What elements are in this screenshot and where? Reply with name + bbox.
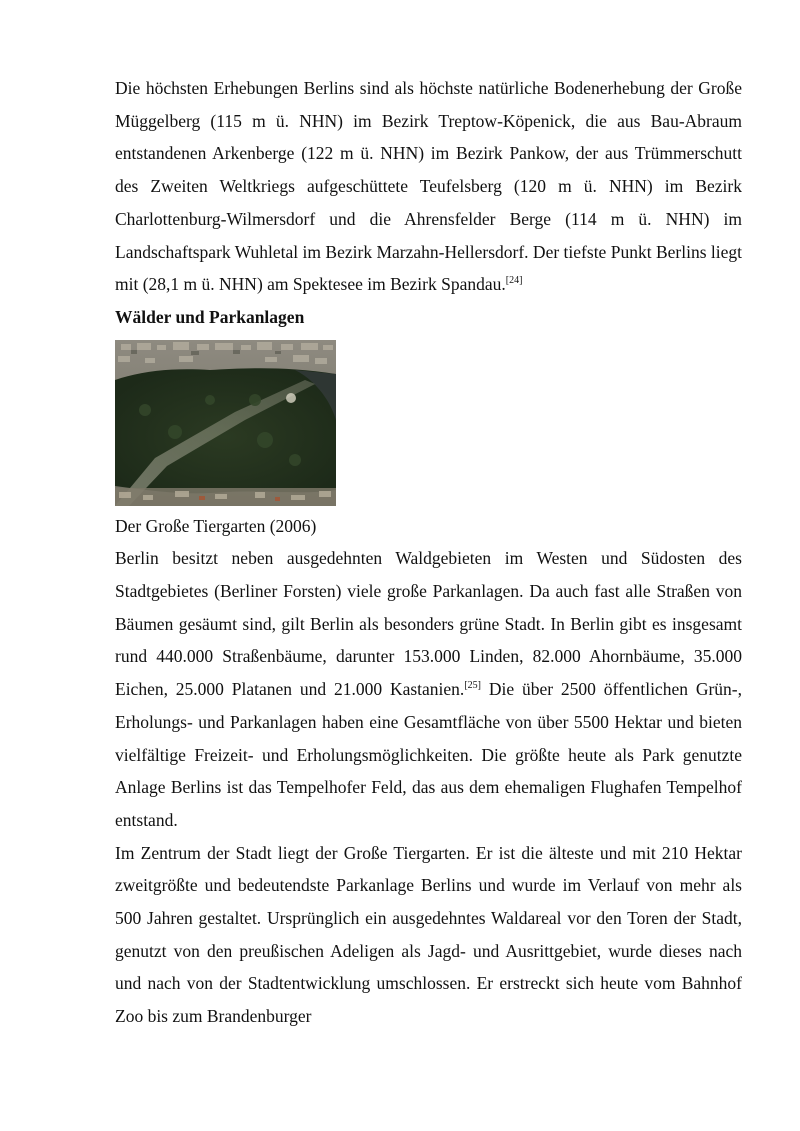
image-caption: Der Große Tiergarten (2006) bbox=[115, 515, 317, 536]
paragraph-elevations bbox=[115, 72, 742, 301]
tiergarten-aerial-photo bbox=[115, 340, 336, 506]
footnote-ref-25[interactable]: [25] bbox=[464, 680, 481, 692]
paragraph-tiergarten: Im Zentrum der Stadt liegt der Große Tiergarten. Er ist die älteste und mit 210 Hektar zweitgrößte und bedeutendste Parkanlage Berlins und wurde im Verlauf von mehr als 500 Jahren gestaltet. Ursprünglich ein ausgedehntes Waldareal vor den Toren der Stadt, genutzt von den preußischen Adeligen als Jagd- und Ausrittgebiet, wurde dieses nach und nach von der Stadtentwicklung umschlossen. Er erstreckt sich heute vom Bahnhof Zoo bis zum Brandenburger bbox=[115, 842, 742, 1027]
paragraph-forests bbox=[115, 542, 742, 836]
document-page bbox=[115, 72, 742, 1033]
footnote-ref-24[interactable]: [24] bbox=[505, 275, 523, 287]
section-heading: Wälder und Parkanlagen bbox=[115, 306, 305, 327]
paragraph-elevations-text: Die höchsten Erhebungen Berlins sind als höchste natürliche Bodenerhebung der Große Müggelberg (115 m ü. NHN) im Bezirk Treptow-Köpenick, die aus Bau-Abraum entstandenen Arkenberge (122 m ü. NHN) im Bezirk Pankow, der aus Trümmerschutt des Zweiten Weltkriegs aufgeschüttete Teufelsberg (120 m ü. NHN) im Bezirk Charlottenburg-Wilmersdorf und die Ahrensfelder Berge (114 m ü. NHN) im Landschaftspark Wuhletal im Bezirk Marzahn-Hellersdorf. Der tiefste Punkt Berlins liegt mit (28,1 m ü. NHN) am Spektesee im Bezirk Spandau. bbox=[115, 78, 742, 295]
paragraph-forests-text-part1: Berlin besitzt neben ausgedehnten Waldgebieten im Westen und Südosten des Stadtgebietes (Berliner Forsten) viele große Parkanlagen. Da auch fast alle Straßen von Bäumen gesäumt sind, gilt Berlin als besonders grüne Stadt. In Berlin gibt es insgesamt rund 440.000 Straßenbäume, darunter 153.000 Linden, 82.000 Ahornbäume, 35.000 Eichen, 25.000 Platanen und 21.000 Kastanien. bbox=[115, 548, 742, 700]
paragraph-forests-text-part2: Die über 2500 öffentlichen Grün-, Erholungs- und Parkanlagen haben eine Gesamtfläche von über 5500 Hektar und bieten vielfältige Freizeit- und Erholungsmöglichkeiten. Die größte heute als Park genutzte Anlage Berlins ist das Tempelhofer Feld, das aus dem ehemaligen Flughafen Tempelhof entstand. bbox=[115, 679, 742, 830]
